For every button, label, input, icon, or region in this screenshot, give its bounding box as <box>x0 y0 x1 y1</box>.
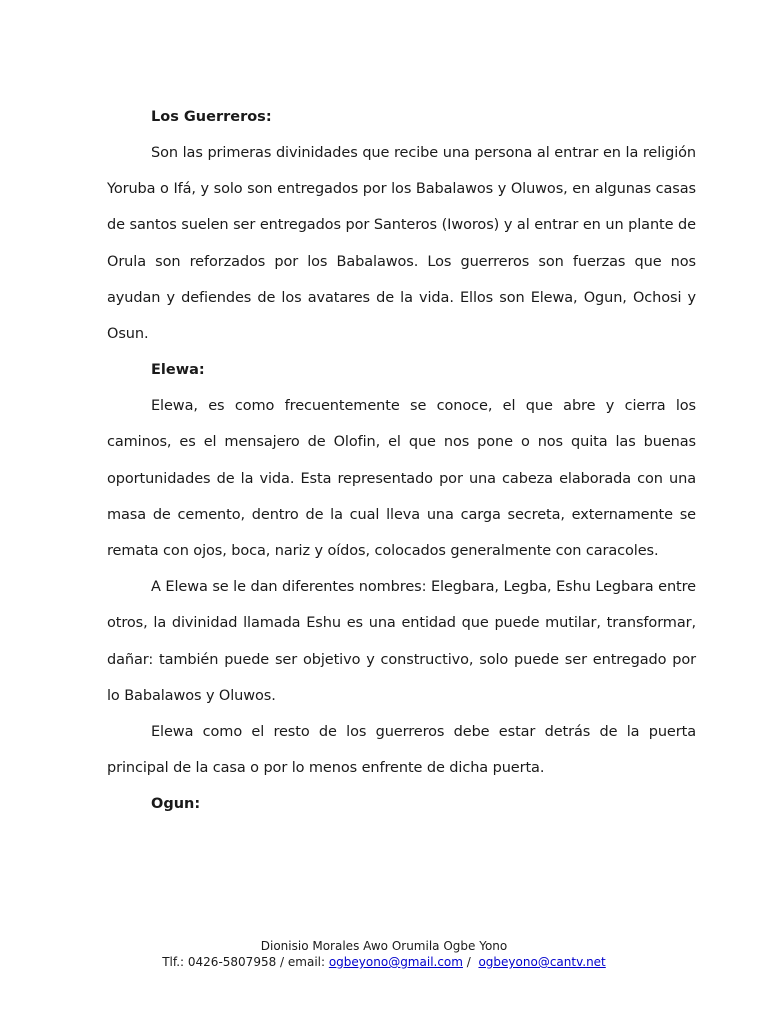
paragraph-elewa-location: Elewa como el resto de los guerreros debe estar detrás de la puerta principal de la casa o por lo menos enfrente de dicha puerta. <box>107 724 696 777</box>
footer-author: Dionisio Morales Awo Orumila Ogbe Yono <box>260 939 508 953</box>
footer-contact <box>0 954 768 970</box>
paragraph-elewa-names: A Elewa se le dan diferentes nombres: Elegbara, Legba, Eshu Legbara entre otros, la divinidad llamada Eshu es una entidad que puede mutilar, transformar, dañar: también puede ser objetivo y constructivo, solo puede ser entregado por lo Babalawos y Oluwos. <box>107 579 696 704</box>
heading-elewa: Elewa: <box>151 362 205 379</box>
heading-ogun: Ogun: <box>151 796 201 813</box>
email-link-gmail[interactable]: ogbeyono@gmail.com <box>328 955 463 969</box>
paragraph-elewa-description: Elewa, es como frecuentemente se conoce, el que abre y cierra los caminos, es el mensajero de Olofin, el que nos pone o nos quita las buenas oportunidades de la vida. Esta representado por una cabeza elaborada con una masa de cemento, dentro de la cual lleva una carga secreta, externamente se remata con ojos, boca, nariz y oídos, colocados generalmente con caracoles. <box>107 398 696 560</box>
paragraph-guerreros-intro: Son las primeras divinidades que recibe una persona al entrar en la religión Yoruba o Ifá, y solo son entregados por los Babalawos y Oluwos, en algunas casas de santos suelen ser entregados por Santeros (Iworos) y al entrar en un plante de Orula son reforzados por los Babalawos. Los guerreros son fuerzas que nos ayudan y defiendes de los avatares de la vida. Ellos son Elewa, Ogun, Ochosi y Osun. <box>107 145 696 343</box>
email-link-cantv[interactable]: ogbeyono@cantv.net <box>478 955 606 969</box>
footer-separator: / <box>462 955 479 969</box>
footer-phone: Tlf.: 0426-5807958 / email: <box>162 955 329 969</box>
page-footer <box>0 938 768 970</box>
heading-los-guerreros: Los Guerreros: <box>151 109 272 125</box>
document-body <box>107 99 696 822</box>
